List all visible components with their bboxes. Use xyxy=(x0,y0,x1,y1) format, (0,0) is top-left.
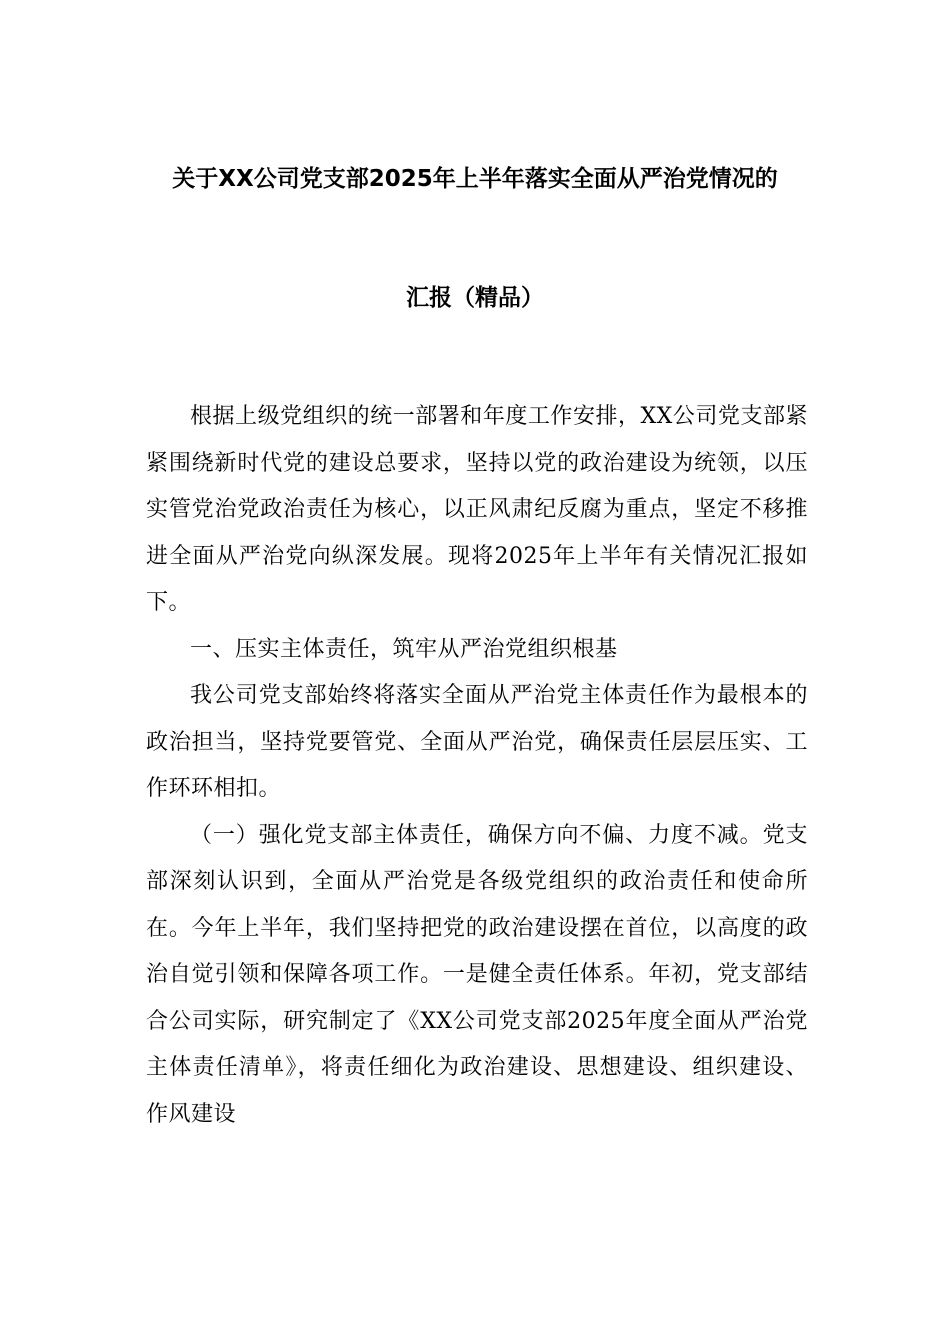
section-1-paragraph: 我公司党支部始终将落实全面从严治党主体责任作为最根本的政治担当，坚持党要管党、全面从严治党，确保责任层层压实、工作环环相扣。 xyxy=(146,683,808,801)
intro-paragraph: 根据上级党组织的统一部署和年度工作安排，XX公司党支部紧紧围绕新时代党的建设总要求，坚持以党的政治建设为统领，以压实管党治党政治责任为核心，以正风肃纪反腐为重点，坚定不移推进全面从严治党向纵深发展。现将2025年上半年有关情况汇报如下。 xyxy=(146,404,808,615)
document-body xyxy=(146,394,808,1138)
document-title-line-2: 汇报（精品） xyxy=(406,285,544,311)
subsection-1-paragraph: （一）强化党支部主体责任，确保方向不偏、力度不减。党支部深刻认识到，全面从严治党是各级党组织的政治责任和使命所在。今年上半年，我们坚持把党的政治建设摆在首位，以高度的政治自觉引领和保障各项工作。一是健全责任体系。年初，党支部结合公司实际，研究制定了《XX公司党支部2025年度全面从严治党主体责任清单》，将责任细化为政治建设、思想建设、组织建设、作风建设 xyxy=(146,822,808,1127)
document-title-line-1: 关于XX公司党支部2025年上半年落实全面从严治党情况的 xyxy=(172,166,778,192)
section-heading-1: 一、压实主体责任，筑牢从严治党组织根基 xyxy=(190,636,618,662)
